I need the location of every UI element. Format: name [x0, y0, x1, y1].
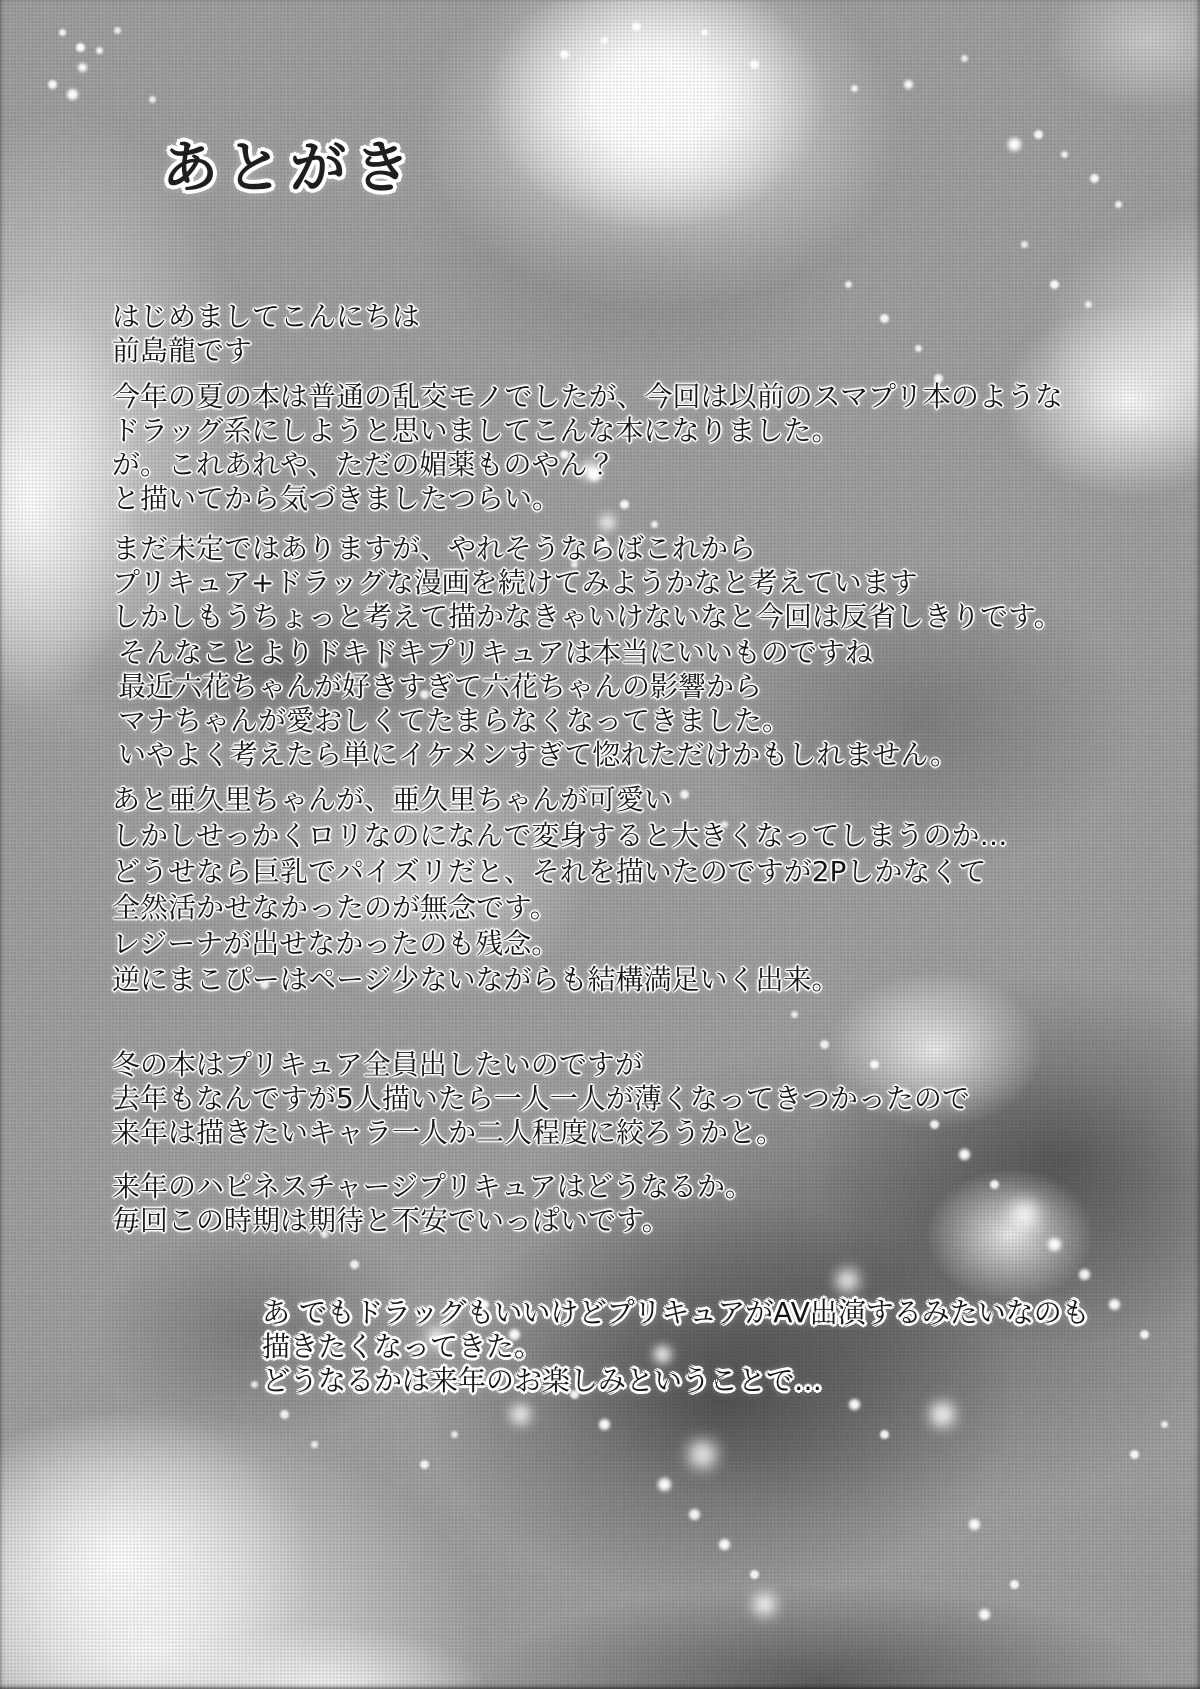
text-line: 逆にまこぴーはページ少ないながらも結構満足いく出来。 [112, 963, 840, 996]
text-line: マナちゃんが愛おしくてたまらなくなってきました。 [118, 704, 791, 737]
text-line: 来年のハピネスチャージプリキュアはどうなるか。 [112, 1170, 753, 1203]
text-line: 全然活かせなかったのが無念です。 [112, 891, 558, 924]
text-line: あ でもドラッグもいいけどプリキュアがAV出演するみたいなのも [262, 1296, 1090, 1329]
paragraph-future-plans [112, 532, 1062, 634]
text-line: 最近六花ちゃんが好きすぎて六花ちゃんの影響から [118, 670, 763, 703]
text-line: 前島龍です [112, 334, 253, 367]
paragraph-winter-book-plans [112, 1048, 970, 1150]
text-line: あと亜久里ちゃんが、亜久里ちゃんが可愛い [112, 783, 673, 816]
text-line: 来年は描きたいキャラ一人か二人程度に絞ろうかと。 [112, 1116, 785, 1149]
page-title: あとがき [162, 136, 418, 201]
text-line: プリキュア+ドラッグな漫画を続けてみようかなと考えています [112, 566, 918, 599]
paragraph-aguri-regina-thoughts [112, 782, 1007, 998]
text-line: いやよく考えたら単にイケメンすぎて惚れただけかもしれません。 [118, 738, 959, 771]
text-line: 冬の本はプリキュア全員出したいのですが [112, 1048, 643, 1081]
text-line: そんなことよりドキドキプリキュアは本当にいいものですね [118, 636, 873, 669]
text-line: ドラッグ系にしようと思いましてこんな本になりました。 [112, 414, 840, 447]
paragraph-book-concept [112, 380, 1063, 516]
text-line: が。これあれや、ただの媚薬ものやん？ [112, 448, 616, 481]
text-line: どうなるかは来年のお楽しみということで… [262, 1364, 823, 1397]
text-line: 今年の夏の本は普通の乱交モノでしたが、今回は以前のスマプリ本のような [112, 380, 1063, 413]
text-line: 毎回この時期は期待と不安でいっぱいです。 [112, 1204, 670, 1237]
text-line: はじめましてこんにちは [112, 300, 421, 333]
text-line: 去年もなんですが5人描いたら一人一人が薄くなってきつかったので [112, 1082, 970, 1115]
text-line: まだ未定ではありますが、やれそうならばこれから [112, 532, 757, 565]
paragraph-closing-note [262, 1296, 1090, 1398]
text-line: しかしせっかくロリなのになんで変身すると大きくなってしまうのか… [112, 819, 1008, 852]
paragraph-happiness-charge-expectations [112, 1170, 753, 1238]
text-line: しかしもうちょっと考えて描かなきゃいけないなと今回は反省しきりです。 [112, 600, 1062, 633]
text-line: 描きたくなってきた。 [262, 1330, 543, 1363]
text-line: どうせなら巨乳でパイズリだと、それを描いたのですが2Pしかなくて [112, 855, 987, 888]
text-line: レジーナが出せなかったのも残念。 [112, 927, 560, 960]
sparkle-bokeh-layer [0, 0, 5, 5]
paragraph-dokidoki-precure-thoughts [118, 636, 958, 772]
text-line: と描いてから気づきましたつらい。 [112, 482, 561, 515]
paragraph-author-greeting [112, 300, 420, 368]
